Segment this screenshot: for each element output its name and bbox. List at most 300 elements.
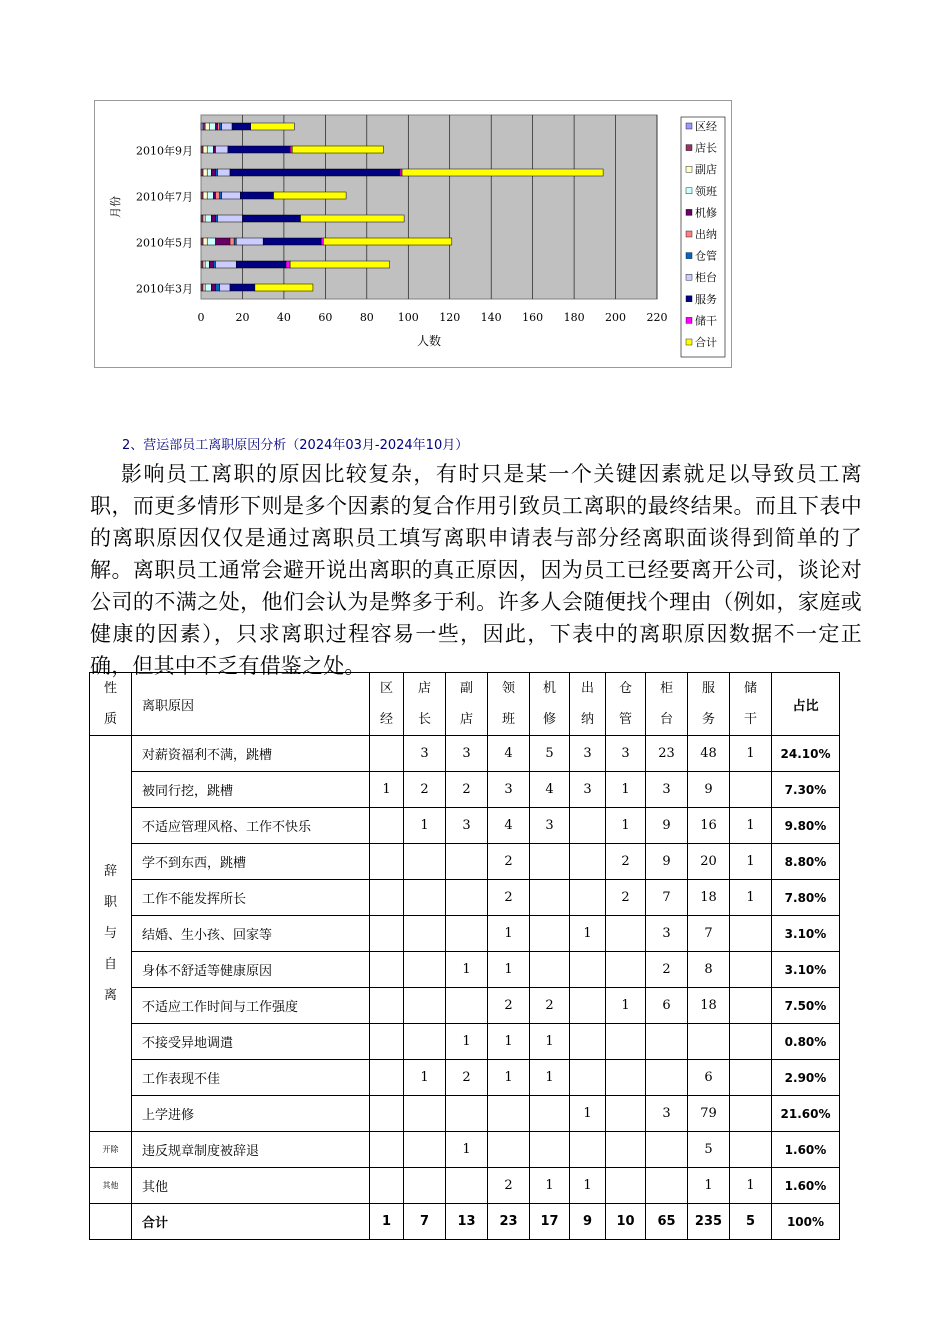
share-cell: 8.80% <box>772 844 840 880</box>
count-cell <box>646 1168 688 1204</box>
count-cell: 3 <box>570 772 606 808</box>
bar-segment <box>211 284 215 291</box>
count-cell <box>570 988 606 1024</box>
bar-segment <box>222 192 241 199</box>
legend-label: 区经 <box>695 120 717 133</box>
count-cell <box>606 916 646 952</box>
count-cell: 2 <box>446 772 488 808</box>
count-cell: 18 <box>688 880 730 916</box>
total-count-cell: 17 <box>530 1204 570 1240</box>
share-cell: 21.60% <box>772 1096 840 1132</box>
count-cell: 48 <box>688 736 730 772</box>
stacked-bar-chart <box>95 101 731 367</box>
x-tick-label: 20 <box>235 311 250 324</box>
share-cell: 0.80% <box>772 1024 840 1060</box>
count-cell <box>488 1132 530 1168</box>
count-cell: 6 <box>688 1060 730 1096</box>
x-tick-label: 80 <box>359 311 374 324</box>
count-cell: 2 <box>404 772 446 808</box>
count-cell: 1 <box>730 844 772 880</box>
bar-segment <box>209 261 213 268</box>
bar-segment <box>201 284 203 291</box>
count-cell <box>570 1024 606 1060</box>
count-cell: 3 <box>530 808 570 844</box>
total-count-cell: 10 <box>606 1204 646 1240</box>
y-tick-label: 2010年3月 <box>136 282 193 296</box>
y-tick-label: 2010年9月 <box>136 144 193 158</box>
count-cell <box>370 1096 404 1132</box>
count-cell <box>404 844 446 880</box>
table-row <box>90 1096 840 1132</box>
count-cell: 2 <box>646 952 688 988</box>
y-tick-label: 2010年5月 <box>136 236 193 250</box>
count-cell: 1 <box>606 772 646 808</box>
count-cell: 1 <box>570 1168 606 1204</box>
count-cell <box>730 988 772 1024</box>
bar-segment <box>216 123 218 130</box>
bar-segment <box>220 284 230 291</box>
count-cell: 1 <box>730 1168 772 1204</box>
table-row <box>90 1060 840 1096</box>
table-row <box>90 808 840 844</box>
count-cell <box>570 808 606 844</box>
count-cell <box>370 844 404 880</box>
bar-segment <box>218 123 220 130</box>
y-tick-label: 2010年7月 <box>136 190 193 204</box>
count-cell: 4 <box>488 736 530 772</box>
count-cell: 1 <box>446 1024 488 1060</box>
count-cell: 3 <box>488 772 530 808</box>
reason-cell: 不适应工作时间与工作强度 <box>132 988 370 1024</box>
x-tick-label: 0 <box>197 311 205 324</box>
count-cell: 2 <box>488 844 530 880</box>
plot-area <box>201 115 657 299</box>
count-cell <box>530 880 570 916</box>
table-row <box>90 880 840 916</box>
count-cell <box>570 844 606 880</box>
bar-segment <box>400 169 402 176</box>
count-cell <box>646 1060 688 1096</box>
x-tick-label: 60 <box>318 311 333 324</box>
bar-segment <box>216 284 220 291</box>
header-position: 机 修 <box>530 673 570 736</box>
reason-cell: 工作不能发挥所长 <box>132 880 370 916</box>
count-cell: 1 <box>488 952 530 988</box>
count-cell <box>370 880 404 916</box>
bar-segment <box>230 169 400 176</box>
x-tick-label: 220 <box>646 311 668 324</box>
bar-segment <box>205 215 211 222</box>
table-header-row <box>90 673 840 736</box>
count-cell: 1 <box>730 736 772 772</box>
legend-swatch <box>686 209 692 215</box>
bar-segment <box>230 284 255 291</box>
bar-segment <box>207 146 213 153</box>
count-cell: 2 <box>488 880 530 916</box>
bar-segment <box>263 238 321 245</box>
count-cell: 1 <box>570 1096 606 1132</box>
reason-cell: 其他 <box>132 1168 370 1204</box>
x-tick-label: 180 <box>563 311 585 324</box>
count-cell: 3 <box>646 916 688 952</box>
header-position: 仓 管 <box>606 673 646 736</box>
header-reason: 离职原因 <box>132 673 370 736</box>
count-cell <box>446 988 488 1024</box>
count-cell: 1 <box>688 1168 730 1204</box>
count-cell <box>530 916 570 952</box>
header-position: 区 经 <box>370 673 404 736</box>
bar-segment <box>201 215 203 222</box>
total-label: 合计 <box>132 1204 370 1240</box>
legend-label: 柜台 <box>695 271 717 285</box>
nature-cell: 其他 <box>90 1168 132 1204</box>
total-count-cell: 5 <box>730 1204 772 1240</box>
bar-segment <box>274 192 347 199</box>
bar-segment <box>300 215 404 222</box>
count-cell: 9 <box>646 844 688 880</box>
total-count-cell: 9 <box>570 1204 606 1240</box>
count-cell <box>530 844 570 880</box>
nature-cell: 辞 职 与 自 离 <box>90 736 132 1132</box>
count-cell <box>730 1024 772 1060</box>
bar-segment <box>402 169 603 176</box>
count-cell: 1 <box>370 772 404 808</box>
legend-swatch <box>686 274 692 280</box>
count-cell <box>570 1060 606 1096</box>
bar-segment <box>211 169 215 176</box>
count-cell: 3 <box>446 808 488 844</box>
bar-segment <box>290 146 292 153</box>
count-cell: 1 <box>488 916 530 952</box>
total-count-cell: 1 <box>370 1204 404 1240</box>
bar-segment <box>203 215 205 222</box>
header-position: 店 长 <box>404 673 446 736</box>
count-cell <box>370 916 404 952</box>
bar-segment <box>220 192 222 199</box>
count-cell <box>446 880 488 916</box>
bar-segment <box>205 261 209 268</box>
count-cell <box>370 1060 404 1096</box>
bar-segment <box>286 261 290 268</box>
bar-segment <box>211 215 215 222</box>
legend-label: 仓管 <box>695 249 717 263</box>
share-cell: 1.60% <box>772 1132 840 1168</box>
count-cell: 5 <box>688 1132 730 1168</box>
header-position: 柜 台 <box>646 673 688 736</box>
count-cell <box>646 1024 688 1060</box>
count-cell <box>446 916 488 952</box>
bar-segment <box>216 238 231 245</box>
count-cell: 8 <box>688 952 730 988</box>
count-cell: 1 <box>530 1168 570 1204</box>
bar-segment <box>228 146 290 153</box>
count-cell: 1 <box>488 1024 530 1060</box>
count-cell <box>370 1024 404 1060</box>
count-cell: 1 <box>570 916 606 952</box>
count-cell <box>730 1132 772 1168</box>
bar-segment <box>201 169 203 176</box>
count-cell: 3 <box>570 736 606 772</box>
bar-segment <box>203 261 205 268</box>
bar-segment <box>201 238 203 245</box>
bar-segment <box>203 192 207 199</box>
total-count-cell: 23 <box>488 1204 530 1240</box>
count-cell <box>404 988 446 1024</box>
header-position: 副 店 <box>446 673 488 736</box>
count-cell: 2 <box>606 880 646 916</box>
count-cell: 18 <box>688 988 730 1024</box>
count-cell: 5 <box>530 736 570 772</box>
count-cell <box>646 1132 688 1168</box>
count-cell: 4 <box>530 772 570 808</box>
count-cell: 1 <box>606 988 646 1024</box>
count-cell <box>370 1168 404 1204</box>
x-tick-label: 100 <box>397 311 419 324</box>
bar-segment <box>321 238 323 245</box>
total-share-cell: 100% <box>772 1204 840 1240</box>
legend-swatch <box>686 123 692 129</box>
count-cell <box>404 952 446 988</box>
count-cell: 2 <box>606 844 646 880</box>
count-cell <box>370 736 404 772</box>
legend-swatch <box>686 166 692 172</box>
count-cell: 9 <box>688 772 730 808</box>
count-cell <box>730 1060 772 1096</box>
legend-label: 服务 <box>695 292 717 306</box>
count-cell <box>606 952 646 988</box>
bar-segment <box>216 146 228 153</box>
reason-cell: 工作表现不佳 <box>132 1060 370 1096</box>
count-cell: 3 <box>404 736 446 772</box>
x-tick-label: 140 <box>480 311 502 324</box>
legend-label: 店长 <box>695 141 717 155</box>
total-row <box>90 1204 840 1240</box>
bar-segment <box>207 169 211 176</box>
share-cell: 24.10% <box>772 736 840 772</box>
table-row <box>90 916 840 952</box>
x-tick-label: 40 <box>276 311 291 324</box>
count-cell: 2 <box>488 1168 530 1204</box>
count-cell <box>404 1024 446 1060</box>
table-row <box>90 736 840 772</box>
bar-segment <box>213 192 215 199</box>
count-cell <box>446 1168 488 1204</box>
count-cell <box>730 1096 772 1132</box>
bar-segment <box>203 284 205 291</box>
legend-label: 副店 <box>695 163 717 177</box>
table-row <box>90 844 840 880</box>
header-nature: 性 质 <box>90 673 132 736</box>
bar-segment <box>292 146 383 153</box>
bar-segment <box>236 261 286 268</box>
table-row <box>90 1168 840 1204</box>
table-row <box>90 772 840 808</box>
legend-label: 领班 <box>695 184 717 198</box>
bar-segment <box>203 123 205 130</box>
y-axis-title: 月份 <box>109 196 122 218</box>
count-cell: 23 <box>646 736 688 772</box>
legend-swatch <box>686 296 692 302</box>
bar-segment <box>213 261 215 268</box>
bar-segment <box>234 238 236 245</box>
count-cell <box>530 1096 570 1132</box>
bar-segment <box>218 169 230 176</box>
count-cell <box>606 1024 646 1060</box>
bar-segment <box>205 123 209 130</box>
count-cell <box>570 952 606 988</box>
count-cell <box>370 1132 404 1168</box>
count-cell <box>404 1132 446 1168</box>
count-cell: 1 <box>404 808 446 844</box>
x-tick-label: 200 <box>605 311 627 324</box>
bar-segment <box>201 192 203 199</box>
count-cell: 7 <box>646 880 688 916</box>
count-cell: 3 <box>446 736 488 772</box>
count-cell <box>488 1096 530 1132</box>
x-tick-label: 120 <box>439 311 461 324</box>
reason-cell: 对薪资福利不满，跳槽 <box>132 736 370 772</box>
count-cell <box>570 880 606 916</box>
bar-segment <box>203 238 207 245</box>
count-cell <box>688 1024 730 1060</box>
count-cell: 1 <box>488 1060 530 1096</box>
count-cell <box>370 988 404 1024</box>
count-cell: 2 <box>530 988 570 1024</box>
count-cell <box>730 916 772 952</box>
bar-segment <box>205 284 211 291</box>
count-cell <box>404 1096 446 1132</box>
table-row <box>90 988 840 1024</box>
share-cell: 7.80% <box>772 880 840 916</box>
reason-cell: 学不到东西，跳槽 <box>132 844 370 880</box>
reason-cell: 不接受异地调遣 <box>132 1024 370 1060</box>
bar-segment <box>220 123 222 130</box>
bar-segment <box>216 169 218 176</box>
table-row <box>90 1024 840 1060</box>
reason-cell: 上学进修 <box>132 1096 370 1132</box>
count-cell <box>404 916 446 952</box>
count-cell <box>730 772 772 808</box>
body-paragraph: 影响员工离职的原因比较复杂，有时只是某一个关键因素就足以导致员工离职，而更多情形下则是多个因素的复合作用引致员工离职的最终结果。而且下表中的离职原因仅仅是通过离职员工填写离职申请表与部分经离职面谈得到简单的了解。离职员工通常会避开说出离职的真正原因，因为员工已经要离开公司，谈论对公司的不满之处，他们会认为是弊多于利。许多人会随便找个理由（例如，家庭或健康的因素），只求离职过程容易一些，因此，下表中的离职原因数据不一定正确，但其中不乏有借鉴之处。 <box>90 462 862 678</box>
share-cell: 3.10% <box>772 916 840 952</box>
bar-segment <box>207 192 213 199</box>
count-cell <box>370 808 404 844</box>
share-cell: 7.50% <box>772 988 840 1024</box>
count-cell <box>530 952 570 988</box>
reason-cell: 被同行挖，跳槽 <box>132 772 370 808</box>
count-cell: 4 <box>488 808 530 844</box>
count-cell: 1 <box>446 1132 488 1168</box>
bar-segment <box>230 238 234 245</box>
count-cell: 1 <box>446 952 488 988</box>
share-cell: 1.60% <box>772 1168 840 1204</box>
count-cell <box>606 1060 646 1096</box>
count-cell <box>606 1096 646 1132</box>
bar-segment <box>232 123 251 130</box>
share-cell: 2.90% <box>772 1060 840 1096</box>
legend-label: 机修 <box>695 206 717 220</box>
count-cell: 1 <box>730 880 772 916</box>
table-row <box>90 1132 840 1168</box>
count-cell <box>404 880 446 916</box>
x-axis-title: 人数 <box>416 334 442 348</box>
reason-cell: 违反规章制度被辞退 <box>132 1132 370 1168</box>
legend-label: 出纳 <box>695 228 717 241</box>
bar-segment <box>218 215 243 222</box>
count-cell <box>730 952 772 988</box>
count-cell <box>606 1168 646 1204</box>
bar-segment <box>255 284 313 291</box>
legend-swatch <box>686 317 692 323</box>
bar-segment <box>207 238 215 245</box>
bar-segment <box>203 146 207 153</box>
count-cell: 1 <box>730 808 772 844</box>
count-cell: 1 <box>530 1024 570 1060</box>
nature-cell: 开除 <box>90 1132 132 1168</box>
bar-segment <box>240 192 273 199</box>
total-count-cell: 7 <box>404 1204 446 1240</box>
reason-cell: 不适应管理风格、工作不快乐 <box>132 808 370 844</box>
count-cell: 3 <box>646 772 688 808</box>
bar-segment <box>213 146 215 153</box>
reason-cell: 结婚、生小孩、回家等 <box>132 916 370 952</box>
legend-swatch <box>686 339 692 345</box>
count-cell <box>606 1132 646 1168</box>
legend-swatch <box>686 188 692 194</box>
count-cell <box>446 1096 488 1132</box>
count-cell: 2 <box>446 1060 488 1096</box>
legend-swatch <box>686 231 692 237</box>
legend-swatch <box>686 145 692 151</box>
count-cell: 79 <box>688 1096 730 1132</box>
count-cell: 2 <box>488 988 530 1024</box>
chart-frame <box>94 100 732 368</box>
count-cell: 9 <box>646 808 688 844</box>
bar-segment <box>290 261 389 268</box>
total-count-cell: 65 <box>646 1204 688 1240</box>
count-cell: 16 <box>688 808 730 844</box>
bar-segment <box>209 123 215 130</box>
share-cell: 9.80% <box>772 808 840 844</box>
total-count-cell: 235 <box>688 1204 730 1240</box>
header-position: 服 务 <box>688 673 730 736</box>
bar-segment <box>201 261 203 268</box>
count-cell <box>570 1132 606 1168</box>
total-nature-cell <box>90 1204 132 1240</box>
resignation-reason-table <box>89 672 840 1240</box>
count-cell: 3 <box>606 736 646 772</box>
share-cell: 7.30% <box>772 772 840 808</box>
bar-segment <box>216 261 237 268</box>
header-share: 占比 <box>772 673 840 736</box>
count-cell <box>530 1132 570 1168</box>
count-cell <box>370 952 404 988</box>
header-position: 储 干 <box>730 673 772 736</box>
count-cell: 7 <box>688 916 730 952</box>
bar-segment <box>216 192 220 199</box>
total-count-cell: 13 <box>446 1204 488 1240</box>
reason-cell: 身体不舒适等健康原因 <box>132 952 370 988</box>
legend-label: 储干 <box>695 314 717 328</box>
bar-segment <box>236 238 263 245</box>
count-cell: 20 <box>688 844 730 880</box>
count-cell: 6 <box>646 988 688 1024</box>
bar-segment <box>216 215 218 222</box>
share-cell: 3.10% <box>772 952 840 988</box>
legend-label: 合计 <box>695 336 717 349</box>
bar-segment <box>201 123 203 130</box>
table-row <box>90 952 840 988</box>
